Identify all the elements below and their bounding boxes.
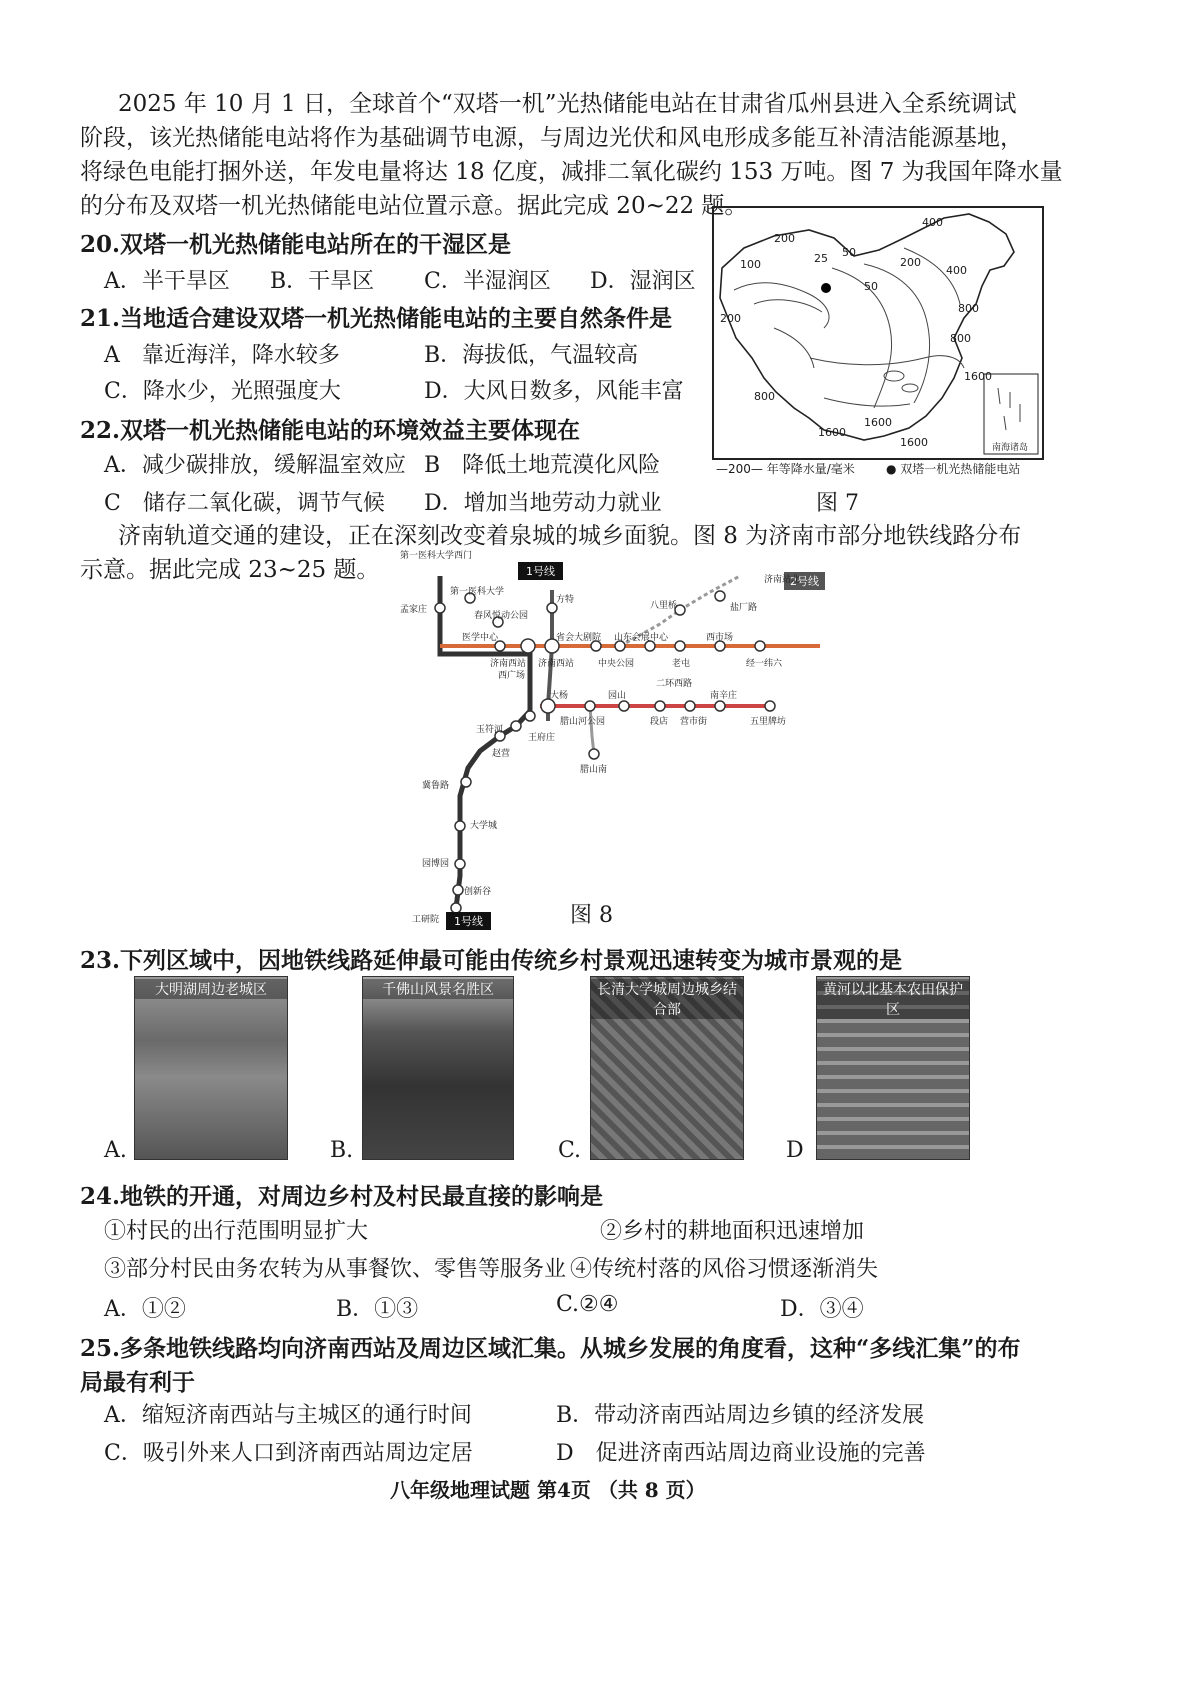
q21-option-b: B．海拔低，气温较高 — [424, 343, 639, 368]
station-label: 园山 — [608, 691, 627, 701]
station-label: 西广场 — [498, 671, 526, 681]
q24-item-2: ②乡村的耕地面积迅速增加 — [600, 1219, 865, 1244]
q25-stem-line-1: 25.多条地铁线路均向济南西站及周边区域汇集。从城乡发展的角度看，这种“多线汇集”的布 — [80, 1335, 1021, 1362]
line-2-badge: 2号线 — [784, 572, 825, 590]
photo-old-city — [134, 976, 288, 1160]
q24-option-a: A．①② — [104, 1297, 186, 1322]
q25-stem-line-2: 局最有利于 — [80, 1369, 195, 1396]
isohyet-label: 1600 — [900, 436, 928, 449]
isohyet-label: 1600 — [864, 416, 892, 429]
intro-line-1: 2025 年 10 月 1 日，全球首个“双塔一机”光热储能电站在甘肃省瓜州县进入全系统调试 — [118, 91, 1017, 117]
intro2-line-2: 示意。据此完成 23~25 题。 — [80, 557, 380, 583]
fig8-title: 图 8 — [570, 903, 613, 928]
station-label: 老屯 — [672, 659, 691, 669]
station-label: 大杨 — [550, 691, 569, 701]
q21-option-c: C．降水少，光照强度大 — [104, 379, 341, 404]
station-label: 山东会展中心 — [614, 633, 669, 643]
station-label: 南辛庄 — [710, 691, 738, 701]
station-label: 腊山南 — [580, 765, 608, 775]
isohyet-label: 1600 — [818, 426, 846, 439]
q24-item-4: ④传统村落的风俗习惯逐渐消失 — [570, 1257, 879, 1282]
photo-university-town — [590, 976, 744, 1160]
power-station-marker — [821, 283, 831, 293]
isohyet-label: 200 — [774, 232, 795, 245]
line-1-badge-bottom: 1号线 — [446, 912, 491, 930]
station-label: 经一纬六 — [746, 659, 783, 669]
station-label: 中央公园 — [598, 659, 635, 669]
station-label: 济南西站 — [490, 659, 527, 669]
station-label: 八里桥 — [650, 601, 678, 611]
inset-label: 南海诸岛 — [992, 443, 1029, 453]
q23-option-b: B. — [330, 1138, 354, 1163]
fig8-metro-map — [380, 546, 830, 926]
metro-lines-svg — [380, 546, 830, 926]
q25-option-a: A．缩短济南西站与主城区的通行时间 — [104, 1403, 472, 1428]
station-label: 大学城 — [470, 821, 498, 831]
station-label: 冀鲁路 — [422, 781, 450, 791]
station-label: 营市街 — [680, 717, 708, 727]
station-label: 济南站北 — [764, 575, 801, 585]
q22-option-b: B 降低土地荒漠化风险 — [424, 453, 661, 478]
q23-option-a: A. — [104, 1138, 127, 1163]
photo-qianfo-mountain — [362, 976, 514, 1160]
isohyet-label: 50 — [864, 280, 878, 293]
photo-caption: 千佛山风景名胜区 — [363, 979, 513, 999]
q25-option-d: D 促进济南西站周边商业设施的完善 — [556, 1441, 926, 1466]
station-label: 王府庄 — [528, 733, 556, 743]
q22-option-c: C 储存二氧化碳，调节气候 — [104, 491, 385, 516]
page-footer: 八年级地理试题 第4页 （共 8 页） — [390, 1478, 706, 1502]
isohyet-label: 400 — [946, 264, 967, 277]
q20-option-c: C．半湿润区 — [424, 269, 551, 294]
station-label: 园博园 — [422, 859, 450, 869]
q20-stem: 20.双塔一机光热储能电站所在的干湿区是 — [80, 231, 512, 258]
q23-option-c: C. — [558, 1138, 582, 1163]
photo-caption: 大明湖周边老城区 — [135, 979, 287, 999]
station-label: 段店 — [650, 717, 669, 727]
isohyet-label: 400 — [922, 216, 943, 229]
intro-line-2: 阶段，该光热储能电站将作为基础调节电源，与周边光伏和风电形成多能互补清洁能源基地， — [80, 125, 1023, 151]
isohyet-label: 800 — [754, 390, 775, 403]
q25-option-c: C．吸引外来人口到济南西站周边定居 — [104, 1441, 473, 1466]
station-label: 创新谷 — [464, 887, 492, 897]
fig7-legend-station: ● 双塔一机光热储能电站 — [886, 462, 1021, 476]
photo-caption: 黄河以北基本农田保护区 — [817, 979, 969, 1019]
line-1-badge-top: 1号线 — [518, 562, 563, 580]
q24-stem: 24.地铁的开通，对周边乡村及村民最直接的影响是 — [80, 1183, 604, 1210]
q21-stem: 21.当地适合建设双塔一机光热储能电站的主要自然条件是 — [80, 305, 673, 332]
isohyet-label: 50 — [842, 246, 856, 259]
q24-option-d: D．③④ — [780, 1297, 864, 1322]
fig7-title: 图 7 — [816, 491, 859, 516]
station-label: 济南西站 — [538, 659, 575, 669]
fig7-map-frame — [712, 206, 1044, 460]
q22-option-a: A．减少碳排放，缓解温室效应 — [104, 453, 406, 478]
isohyet-label: 200 — [720, 312, 741, 325]
station-label: 盐厂路 — [730, 603, 758, 613]
q25-option-b: B．带动济南西站周边乡镇的经济发展 — [556, 1403, 925, 1428]
q24-item-1: ①村民的出行范围明显扩大 — [104, 1219, 369, 1244]
isohyet-label: 800 — [958, 302, 979, 315]
q22-stem: 22.双塔一机光热储能电站的环境效益主要体现在 — [80, 417, 581, 444]
station-label: 第一医科大学 — [450, 587, 505, 597]
station-label: 工研院 — [412, 915, 440, 925]
q20-option-d: D．湿润区 — [590, 269, 696, 294]
station-label: 孟家庄 — [400, 605, 428, 615]
intro-line-4: 的分布及双塔一机光热储能电站位置示意。据此完成 20~22 题。 — [80, 193, 748, 219]
q24-option-b: B．①③ — [336, 1297, 419, 1322]
station-label: 赵营 — [492, 749, 511, 759]
station-label: 五里牌坊 — [750, 717, 787, 727]
station-label: 方特 — [556, 595, 575, 605]
photo-farmland — [816, 976, 970, 1160]
isohyet-label: 25 — [814, 252, 828, 265]
q24-item-3: ③部分村民由务农转为从事餐饮、零售等服务业 — [104, 1257, 567, 1282]
isohyet-label: 1600 — [964, 370, 992, 383]
station-label: 春风悦动公园 — [474, 611, 529, 621]
isohyet-label: 200 — [900, 256, 921, 269]
station-label: 医学中心 — [462, 633, 499, 643]
intro-line-3: 将绿色电能打捆外送，年发电量将达 18 亿度，减排二氧化碳约 153 万吨。图 7 为我国年降水量 — [80, 159, 1063, 185]
q24-option-c: C.②④ — [556, 1292, 619, 1317]
isohyet-label: 800 — [950, 332, 971, 345]
q21-option-d: D．大风日数多，风能丰富 — [424, 379, 684, 404]
station-label: 西市场 — [706, 633, 734, 643]
q20-option-a: A．半干旱区 — [104, 269, 230, 294]
photo-caption: 长清大学城周边城乡结合部 — [591, 979, 743, 1019]
station-label: 玉符河 — [476, 725, 504, 735]
q21-option-a: A 靠近海洋，降水较多 — [104, 343, 340, 368]
q20-option-b: B．干旱区 — [270, 269, 375, 294]
fig7-legend-isohyet: —200— 年等降水量/毫米 — [716, 462, 855, 476]
q23-option-d: D — [786, 1138, 804, 1163]
isohyet-label: 100 — [740, 258, 761, 271]
station-label: 第一医科大学西门 — [400, 551, 473, 561]
station-label: 二环西路 — [656, 679, 693, 689]
q22-option-d: D．增加当地劳动力就业 — [424, 491, 662, 516]
station-label: 腊山河公园 — [560, 717, 606, 727]
q23-stem: 23.下列区域中，因地铁线路延伸最可能由传统乡村景观迅速转变为城市景观的是 — [80, 947, 903, 974]
intro2-line-1: 济南轨道交通的建设，正在深刻改变着泉城的城乡面貌。图 8 为济南市部分地铁线路分布 — [118, 523, 1022, 549]
station-label: 省会大剧院 — [556, 633, 602, 643]
